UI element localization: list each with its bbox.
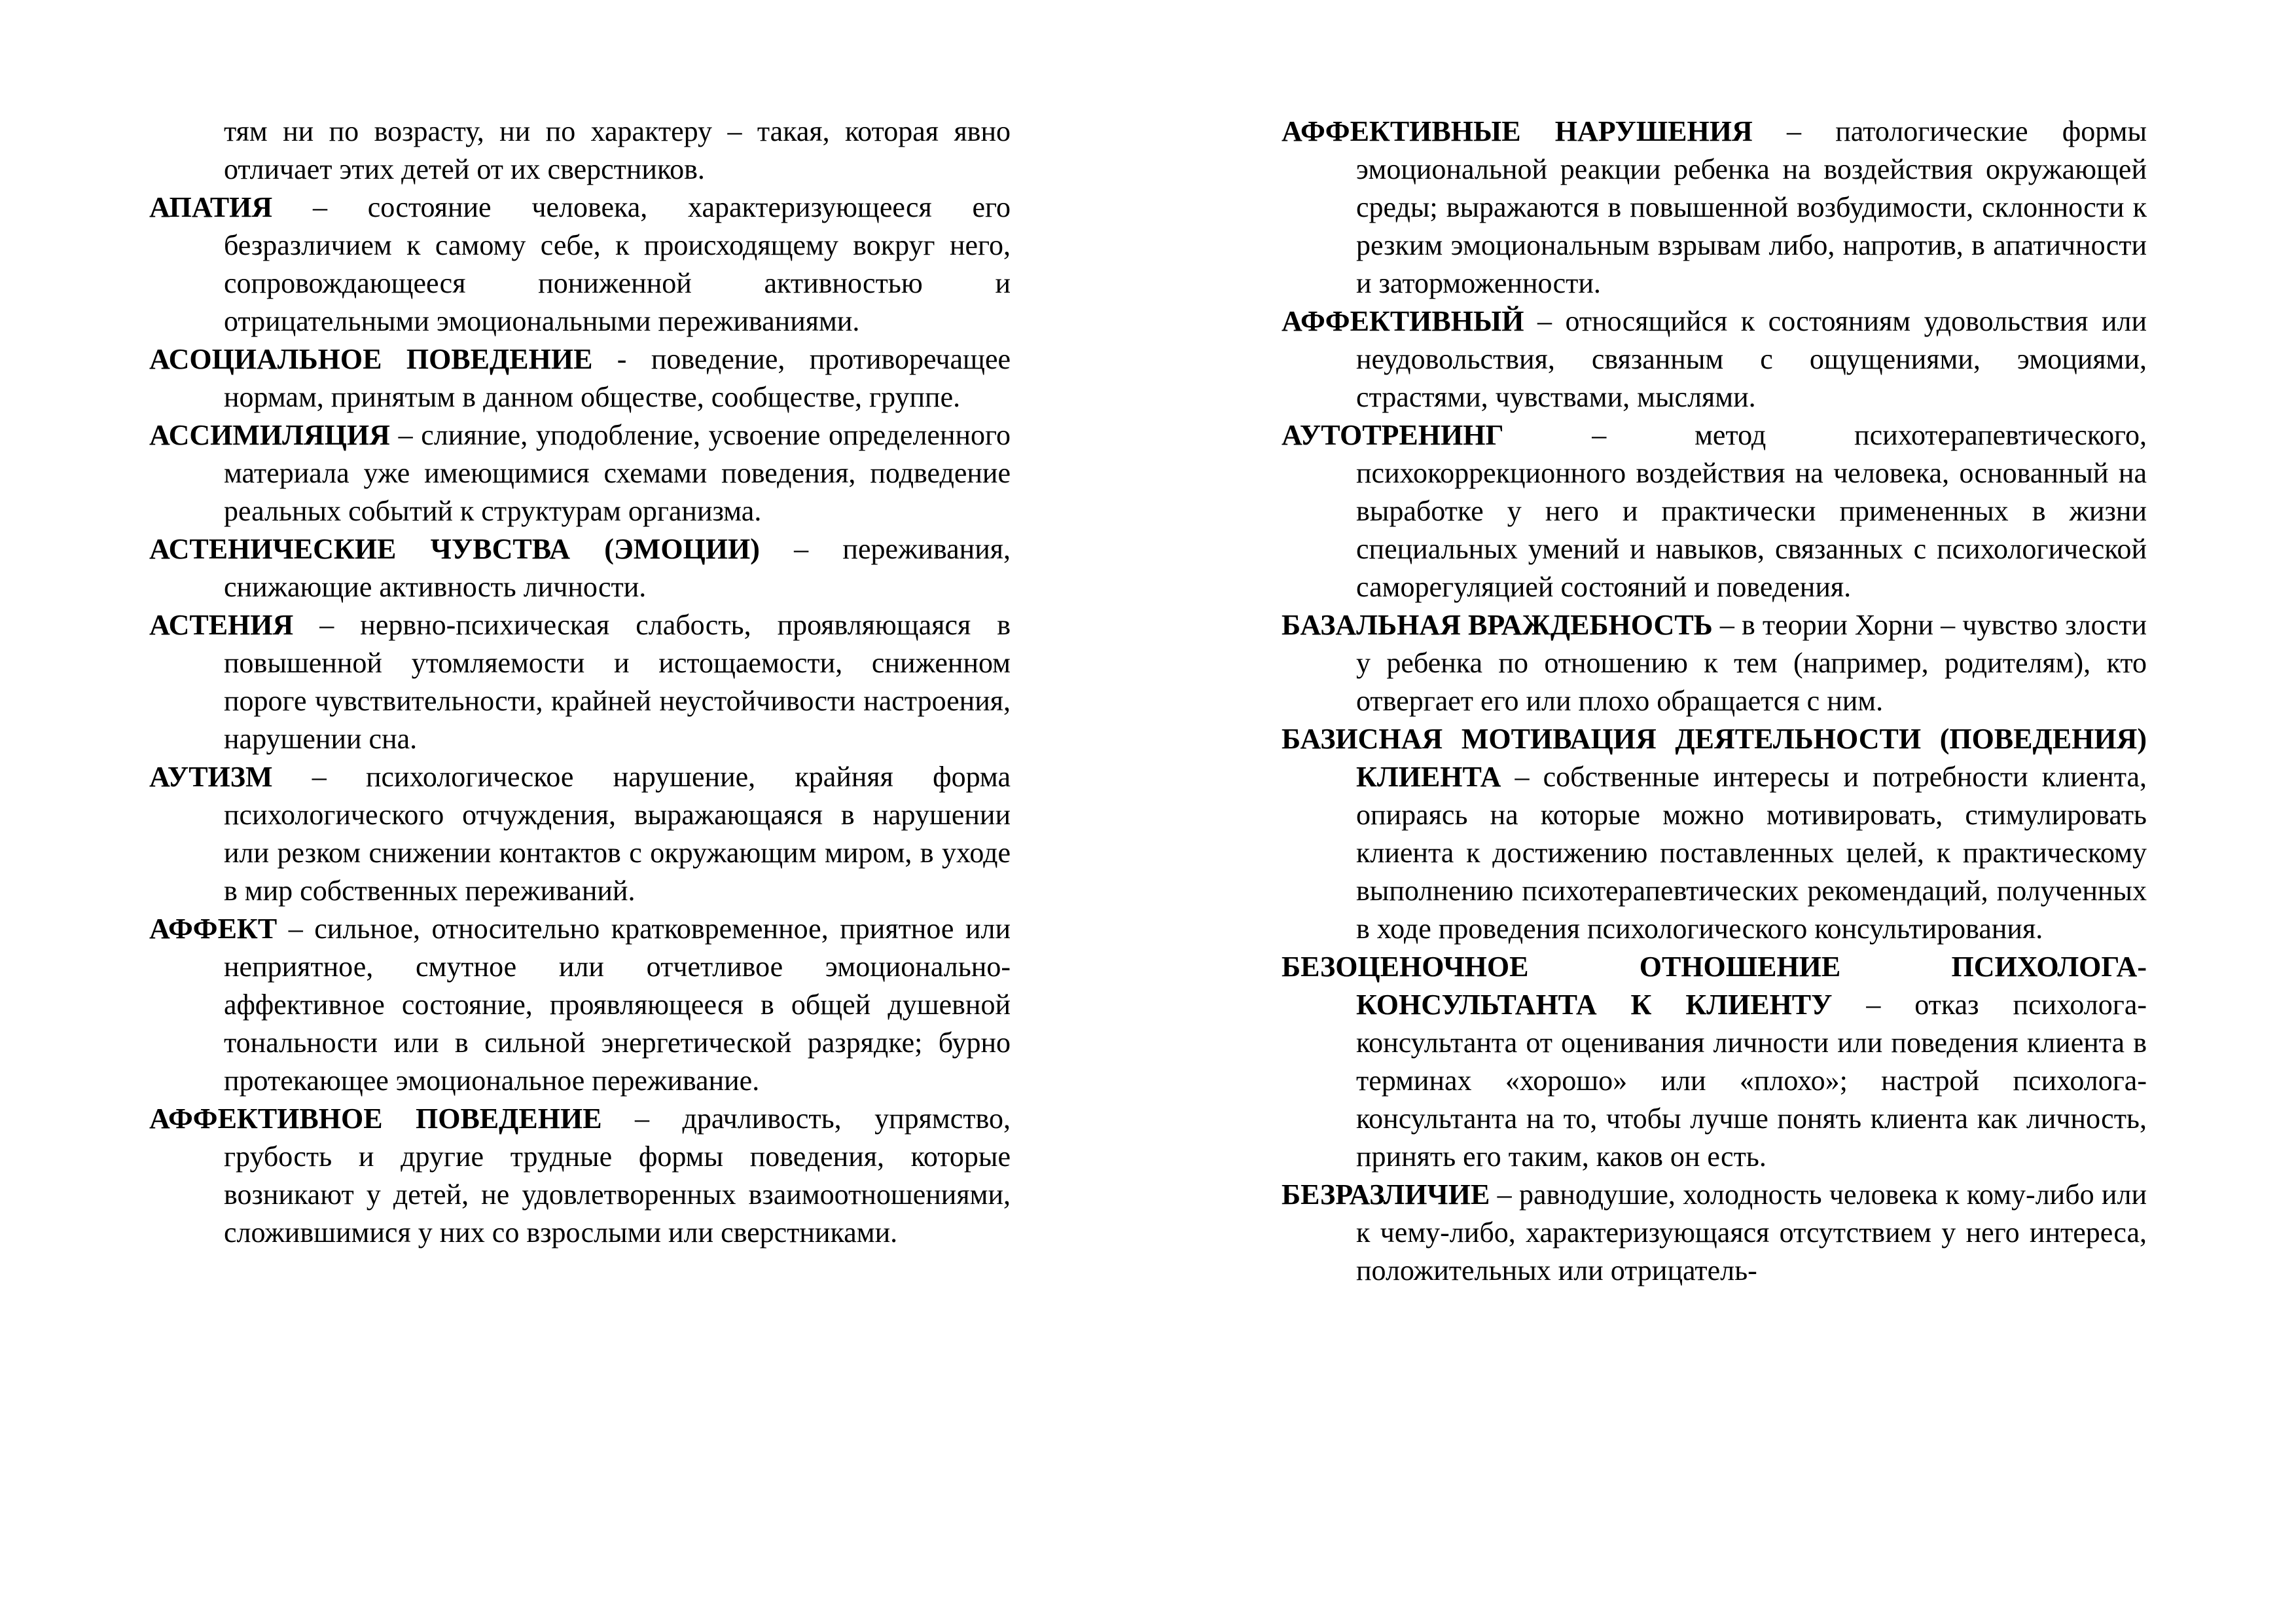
glossary-entry — [149, 416, 1011, 530]
entry-definition: – патологические формы эмоциональной реакции ребенка на воздействия окружающей среды; выражаются в повышенной возбудимости, склонности к резким эмоциональным взрывам либо, напротив, в апатичности и заторможенности. — [1356, 115, 2147, 299]
entry-definition: – психологическое нарушение, крайняя форма психологического отчуждения, выражающаяся в нарушении или резком снижении контактов с окружающим миром, в уходе в мир собственных переживаний. — [224, 761, 1011, 907]
continuation-paragraph: тям ни по возрасту, ни по характеру – такая, которая явно отличает этих детей от их сверстников. — [224, 115, 1011, 185]
right-page — [1282, 113, 2147, 1290]
entry-term: БАЗИСНАЯ МОТИВАЦИЯ ДЕЯТЕЛЬНОСТИ (ПОВЕДЕНИЯ) КЛИЕНТА — [1282, 723, 2147, 793]
left-page — [149, 113, 1011, 1252]
entry-term: БЕЗОЦЕНОЧНОЕ ОТНОШЕНИЕ ПСИХОЛОГА-КОНСУЛЬТАНТА К КЛИЕНТУ — [1282, 951, 2147, 1021]
entry-definition: – собственные интересы и потребности клиента, опираясь на которые можно мотивировать, стимулировать клиента к достижению поставленных целей, к практическому выполнению психотерапевтических рекомендаций, полученных в ходе проведения психологического консультирования. — [1356, 761, 2147, 945]
glossary-entry — [1282, 606, 2147, 720]
entry-term: АСТЕНИЯ — [149, 609, 294, 641]
glossary-entry — [149, 758, 1011, 910]
entry-definition: – равнодушие, холодность человека к кому-либо или к чему-либо, характеризующаяся отсутствием у него интереса, положительных или отрицатель- — [1356, 1178, 2147, 1286]
glossary-entry — [1282, 948, 2147, 1176]
glossary-entry — [149, 340, 1011, 416]
entry-definition: – нервно-психическая слабость, проявляющаяся в повышенной утомляемости и истощаемости, сниженном пороге чувствительности, крайней неустойчивости настроения, нарушении сна. — [224, 609, 1011, 755]
entry-definition: – метод психотерапевтического, психокоррекционного воздействия на человека, основанный на выработке у него и практически примененных в жизни специальных умений и навыков, связанных с психологической саморегуляцией состояний и поведения. — [1356, 419, 2147, 603]
entry-definition: – переживания, снижающие активность личности. — [224, 533, 1011, 603]
entry-term: БАЗАЛЬНАЯ ВРАЖДЕБНОСТЬ — [1282, 609, 1713, 641]
entry-definition: – состояние человека, характеризующееся его безразличием к самому себе, к происходящему вокруг него, сопровождающееся пониженной активностью и отрицательными эмоциональными переживаниями. — [224, 191, 1011, 337]
glossary-entry — [1282, 1176, 2147, 1290]
glossary-entry — [1282, 416, 2147, 606]
entry-definition: – драчливость, упрямство, грубость и другие трудные формы поведения, которые возникают у детей, не удовлетворенных взаимоотношениями, сложившимися у них со взрослыми или сверстниками. — [224, 1103, 1011, 1249]
entry-term: АФФЕКТИВНЫЙ — [1282, 305, 1524, 337]
glossary-entry — [1282, 113, 2147, 302]
glossary-entry — [1282, 720, 2147, 948]
entry-term: АССИМИЛЯЦИЯ — [149, 419, 390, 451]
entry-definition: – в теории Хорни – чувство злости у ребенка по отношению к тем (например, родителям), кто отвергает его или плохо обращается с ним. — [1356, 609, 2147, 717]
entry-term: АУТОТРЕНИНГ — [1282, 419, 1504, 451]
entry-term: АСОЦИАЛЬНОЕ ПОВЕДЕНИЕ — [149, 343, 593, 375]
entry-definition: – сильное, относительно кратковременное, приятное или неприятное, смутное или отчетливое эмоционально-аффективное состояние, проявляющееся в общей душевной тональности или в сильной энергетической разрядке; бурно протекающее эмоциональное переживание. — [224, 913, 1011, 1097]
entry-definition: – отказ психолога-консультанта от оценивания личности или поведения клиента в терминах «хорошо» или «плохо»; настрой психолога-консультанта на то, чтобы лучше понять клиента как личность, принять его таким, каков он есть. — [1356, 989, 2147, 1173]
entry-term: АПАТИЯ — [149, 191, 273, 223]
glossary-entry — [149, 606, 1011, 758]
entry-term: АУТИЗМ — [149, 761, 273, 793]
glossary-entry — [149, 910, 1011, 1100]
entry-definition: - поведение, противоречащее нормам, принятым в данном обществе, сообществе, группе. — [224, 343, 1011, 413]
entry-definition: – слияние, уподобление, усвоение определенного материала уже имеющимися схемами поведения, подведение реальных событий к структурам организма. — [224, 419, 1011, 527]
entry-term: АФФЕКТИВНОЕ ПОВЕДЕНИЕ — [149, 1103, 602, 1135]
entry-term: АФФЕКТИВНЫЕ НАРУШЕНИЯ — [1282, 115, 1753, 147]
glossary-entry — [149, 189, 1011, 340]
glossary-entry — [1282, 302, 2147, 416]
glossary-entry — [149, 530, 1011, 606]
entry-definition: – относящийся к состояниям удовольствия или неудовольствия, связанным с ощущениями, эмоциями, страстями, чувствами, мыслями. — [1356, 305, 2147, 413]
entry-term: АСТЕНИЧЕСКИЕ ЧУВСТВА (ЭМОЦИИ) — [149, 533, 760, 565]
entry-term: АФФЕКТ — [149, 913, 278, 945]
glossary-entry — [149, 1100, 1011, 1252]
entry-term: БЕЗРАЗЛИЧИЕ — [1282, 1178, 1490, 1211]
